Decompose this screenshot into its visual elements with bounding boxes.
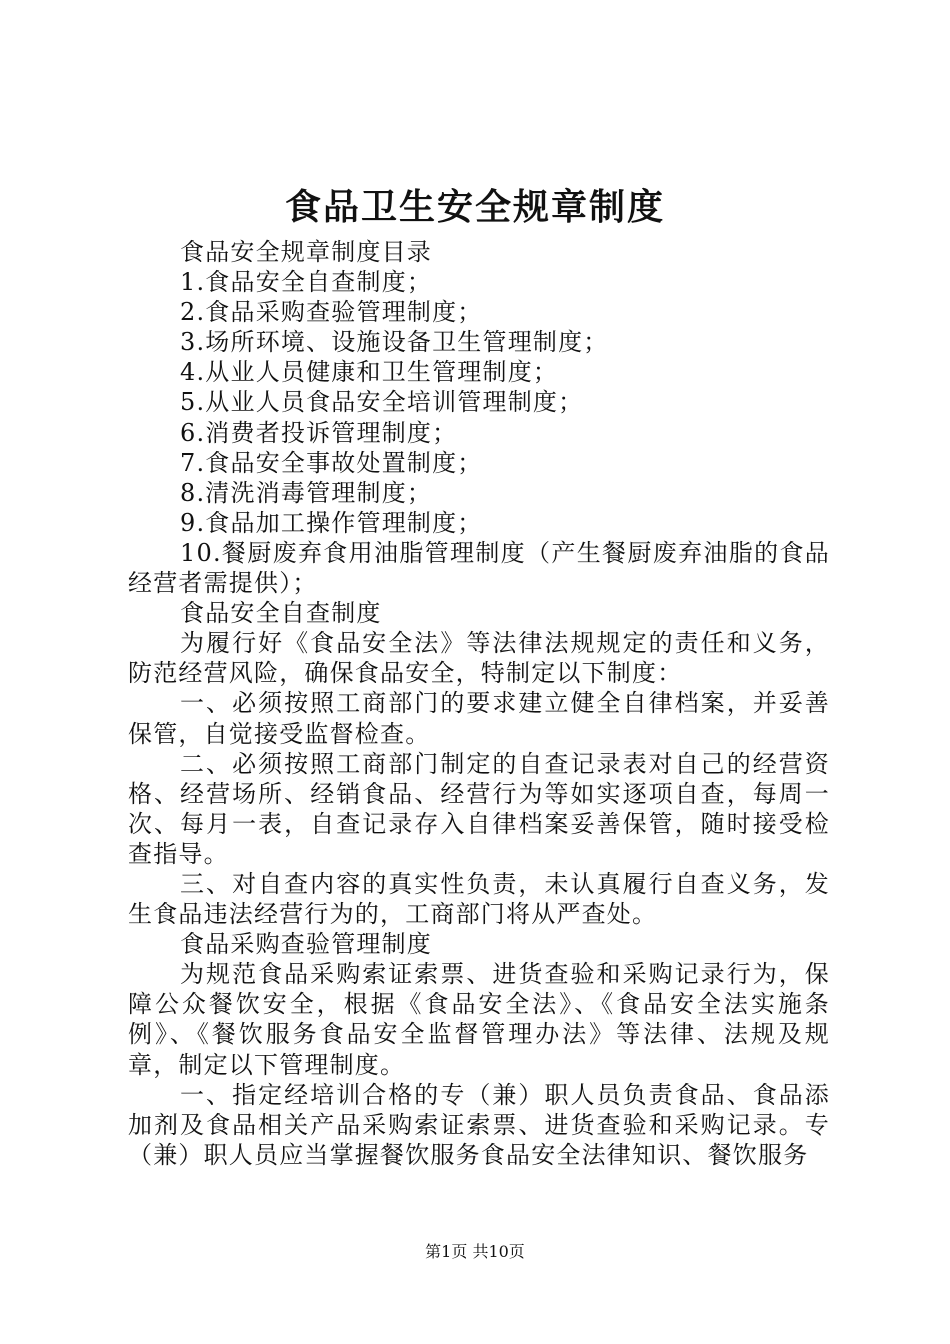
document-title: 食品卫生安全规章制度 (284, 187, 665, 228)
toc-item: 6.消费者投诉管理制度； (180, 418, 458, 447)
toc-item: 8.清洗消毒管理制度； (180, 478, 433, 507)
toc-item: 7.食品安全事故处置制度； (180, 448, 483, 477)
body-paragraph: 二、必须按照工商部门制定的自查记录表对自己的经营资格、经营场所、经销食品、经营行为等如实逐项自查，每周一次、每月一表，自查记录存入自律档案妥善保管，随时接受检查指导。 (128, 749, 830, 868)
toc-item: 10.餐厨废弃食用油脂管理制度（产生餐厨废弃油脂的食品经营者需提供）； (128, 538, 830, 598)
body-paragraph: 为履行好《食品安全法》等法律法规规定的责任和义务，防范经营风险，确保食品安全，特制定以下制度： (128, 629, 830, 688)
document-body (128, 237, 830, 1170)
body-paragraph: 为规范食品采购索证索票、进货查验和采购记录行为，保障公众餐饮安全，根据《食品安全法》、《食品安全法实施条例》、《餐饮服务食品安全监督管理办法》等法律、法规及规章，制定以下管理制度。 (128, 960, 830, 1079)
toc-item: 2.食品采购查验管理制度； (180, 298, 483, 327)
section-heading: 食品安全自查制度 (180, 599, 382, 628)
toc-item: 4.从业人员健康和卫生管理制度； (180, 358, 559, 387)
toc-item: 3.场所环境、设施设备卫生管理制度； (180, 328, 609, 357)
toc-heading: 食品安全规章制度目录 (180, 238, 432, 266)
body-paragraph: 一、必须按照工商部门的要求建立健全自律档案，并妥善保管，自觉接受监督检查。 (128, 689, 830, 748)
body-paragraph: 三、对自查内容的真实性负责，未认真履行自查义务，发生食品违法经营行为的，工商部门将从严查处。 (128, 869, 830, 929)
page-footer: 第1页 共10页 (425, 1242, 525, 1261)
toc-item: 5.从业人员食品安全培训管理制度； (180, 388, 584, 417)
toc-item: 9.食品加工操作管理制度； (180, 508, 483, 537)
toc-item: 1.食品安全自查制度； (180, 268, 433, 297)
body-paragraph: 一、指定经培训合格的专（兼）职人员负责食品、食品添加剂及食品相关产品采购索证索票、进货查验和采购记录。专（兼）职人员应当掌握餐饮服务食品安全法律知识、餐饮服务 (128, 1080, 830, 1169)
section-heading: 食品采购查验管理制度 (180, 930, 432, 959)
